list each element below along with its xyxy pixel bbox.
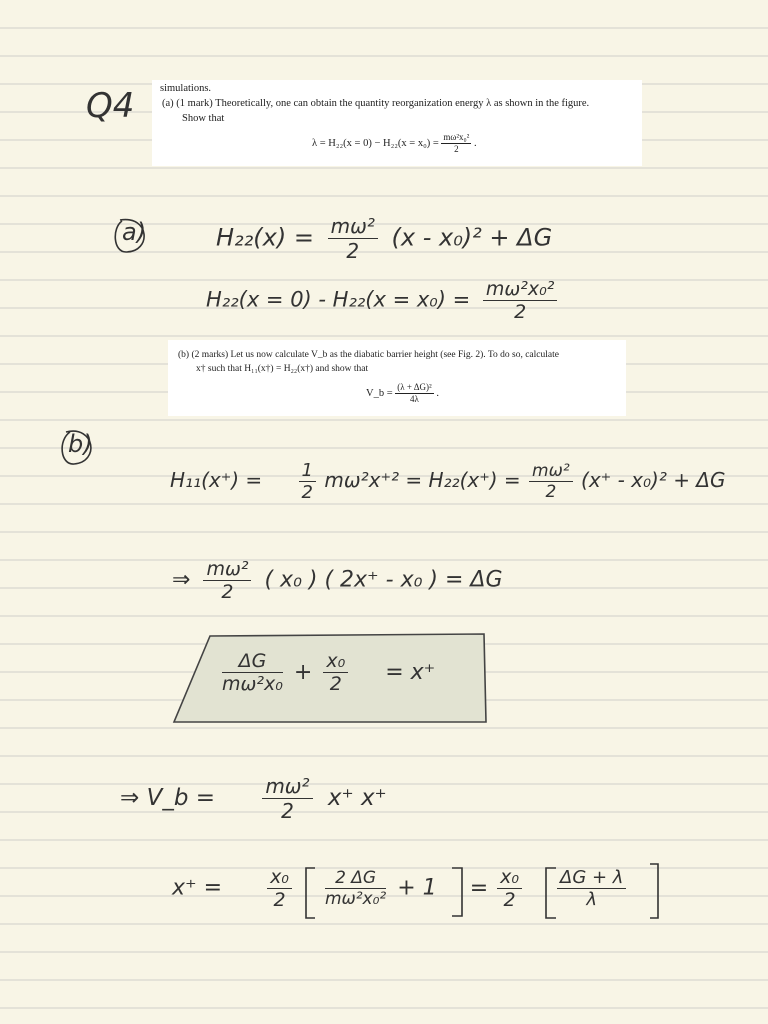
part-b-equation	[366, 382, 439, 405]
part-b-l1-right: (x⁺ - x₀)² + ΔG	[581, 468, 726, 492]
part-a-line1-equation	[216, 214, 552, 263]
part-b-line2: x† such that H₁₁(x†) = H₂₂(x†) and show that	[196, 364, 369, 374]
part-b-eq-fraction	[395, 382, 433, 405]
part-b-line3-equation	[120, 774, 387, 823]
part-b-line1: (b) (2 marks) Let us now calculate V_b as the diabatic barrier height (see Fig. 2). To do so, calculate	[178, 350, 559, 360]
part-b-line1-equation	[170, 460, 725, 503]
part-b-l4-frac1-num: x₀	[267, 866, 292, 889]
part-b-l4-inner2-den: λ	[586, 889, 598, 910]
boxed-frac1-num: ΔG	[222, 650, 283, 673]
part-b-eq-left: V_b =	[366, 387, 393, 399]
part-b-l1-frac2	[529, 461, 573, 502]
part-a-intro: simulations.	[160, 83, 212, 94]
part-b-l4-frac2-num: x₀	[497, 866, 522, 889]
part-b-l3-frac	[262, 774, 312, 823]
part-a-line2-equation	[206, 278, 557, 323]
boxed-result	[222, 650, 435, 695]
part-b-l4-frac2-den: 2	[503, 889, 516, 911]
part-a-l2-left: H₂₂(x = 0) - H₂₂(x = x₀) =	[206, 287, 471, 312]
part-b-l2-right: ( x₀ ) ( 2x⁺ - x₀ ) = ΔG	[264, 567, 503, 593]
part-b-l4-inner-plus: + 1	[397, 875, 437, 901]
part-a-l2-frac-den: 2	[514, 301, 527, 323]
part-b-eq-num: (λ + ΔG)²	[397, 382, 432, 392]
part-b-l4-inner2-frac	[557, 867, 626, 910]
part-a-l2-frac	[483, 278, 558, 323]
part-b-l1-frac1	[299, 460, 316, 503]
part-b-l4-eq: =	[469, 875, 489, 901]
part-a-eq-left: λ = H₂₂(x = 0) − H₂₂(x = x₀) =	[312, 137, 439, 149]
part-b-l4-frac1	[267, 866, 292, 911]
part-b-l1-frac2-num: mω²	[529, 461, 573, 482]
part-a-eq-end: .	[474, 137, 477, 149]
part-b-l3-left: ⇒ V_b =	[120, 785, 215, 811]
part-b-eq-den: 4λ	[410, 394, 419, 404]
part-a-label: a)	[122, 218, 147, 246]
part-b-l2-arrow: ⇒	[172, 567, 191, 593]
part-b-l1-frac1-num: 1	[299, 460, 316, 482]
boxed-frac2	[323, 650, 348, 695]
part-a-eq-fraction	[441, 132, 471, 155]
boxed-plus: +	[293, 659, 313, 685]
part-b-l4-inner-num: 2 ΔG	[325, 868, 386, 889]
boxed-frac2-den: 2	[329, 673, 342, 695]
part-a-l1-right: (x - x₀)² + ΔG	[391, 223, 553, 252]
part-b-l1-left: H₁₁(x⁺) =	[170, 468, 263, 492]
part-b-l4-left: x⁺ =	[172, 875, 223, 901]
bracket-right-2	[650, 864, 658, 918]
part-b-l3-right: x⁺ x⁺	[327, 785, 387, 811]
part-a-l1-frac	[328, 214, 378, 263]
part-b-l2-frac-den: 2	[221, 581, 234, 603]
part-b-l1-frac1-den: 2	[301, 482, 313, 503]
boxed-frac2-num: x₀	[323, 650, 348, 673]
part-a-line2: Show that	[182, 113, 225, 124]
part-b-l4-inner2-num: ΔG + λ	[557, 867, 626, 889]
part-b-eq-end: .	[436, 387, 439, 399]
part-a-equation	[312, 132, 477, 155]
part-a-eq-den: 2	[454, 144, 459, 154]
part-b-l2-frac-num: mω²	[203, 558, 251, 581]
part-b-l2-frac	[203, 558, 251, 603]
part-b-question-box	[168, 340, 626, 416]
part-b-line4-equation	[172, 866, 626, 911]
part-b-l4-inner-den: mω²x₀²	[324, 889, 387, 909]
part-b-l1-frac2-den: 2	[545, 482, 557, 502]
part-b-line2-equation	[172, 558, 503, 603]
part-b-l4-frac2	[497, 866, 522, 911]
part-b-l3-frac-den: 2	[281, 799, 294, 823]
boxed-frac1	[222, 650, 283, 695]
part-a-l1-left: H₂₂(x) =	[216, 223, 314, 252]
part-a-l1-frac-den: 2	[346, 239, 360, 263]
part-a-line1: (a) (1 mark) Theoretically, one can obtain the quantity reorganization energy λ as shown in the figure.	[162, 98, 590, 109]
part-b-l4-inner-frac	[325, 868, 386, 909]
part-a-l2-frac-num: mω²x₀²	[483, 278, 558, 301]
part-a-l1-frac-num: mω²	[328, 214, 378, 239]
part-b-label: b)	[68, 430, 93, 458]
boxed-frac1-den: mω²x₀	[222, 673, 283, 695]
part-b-l4-frac1-den: 2	[273, 889, 286, 911]
part-a-eq-num: mω²x₀²	[443, 132, 470, 142]
part-b-l1-mid: mω²x⁺² = H₂₂(x⁺) =	[324, 468, 521, 492]
question-label: Q4	[86, 86, 135, 126]
part-b-l3-frac-num: mω²	[262, 774, 312, 799]
boxed-right: = x⁺	[385, 659, 436, 685]
part-a-question-box	[152, 80, 642, 166]
